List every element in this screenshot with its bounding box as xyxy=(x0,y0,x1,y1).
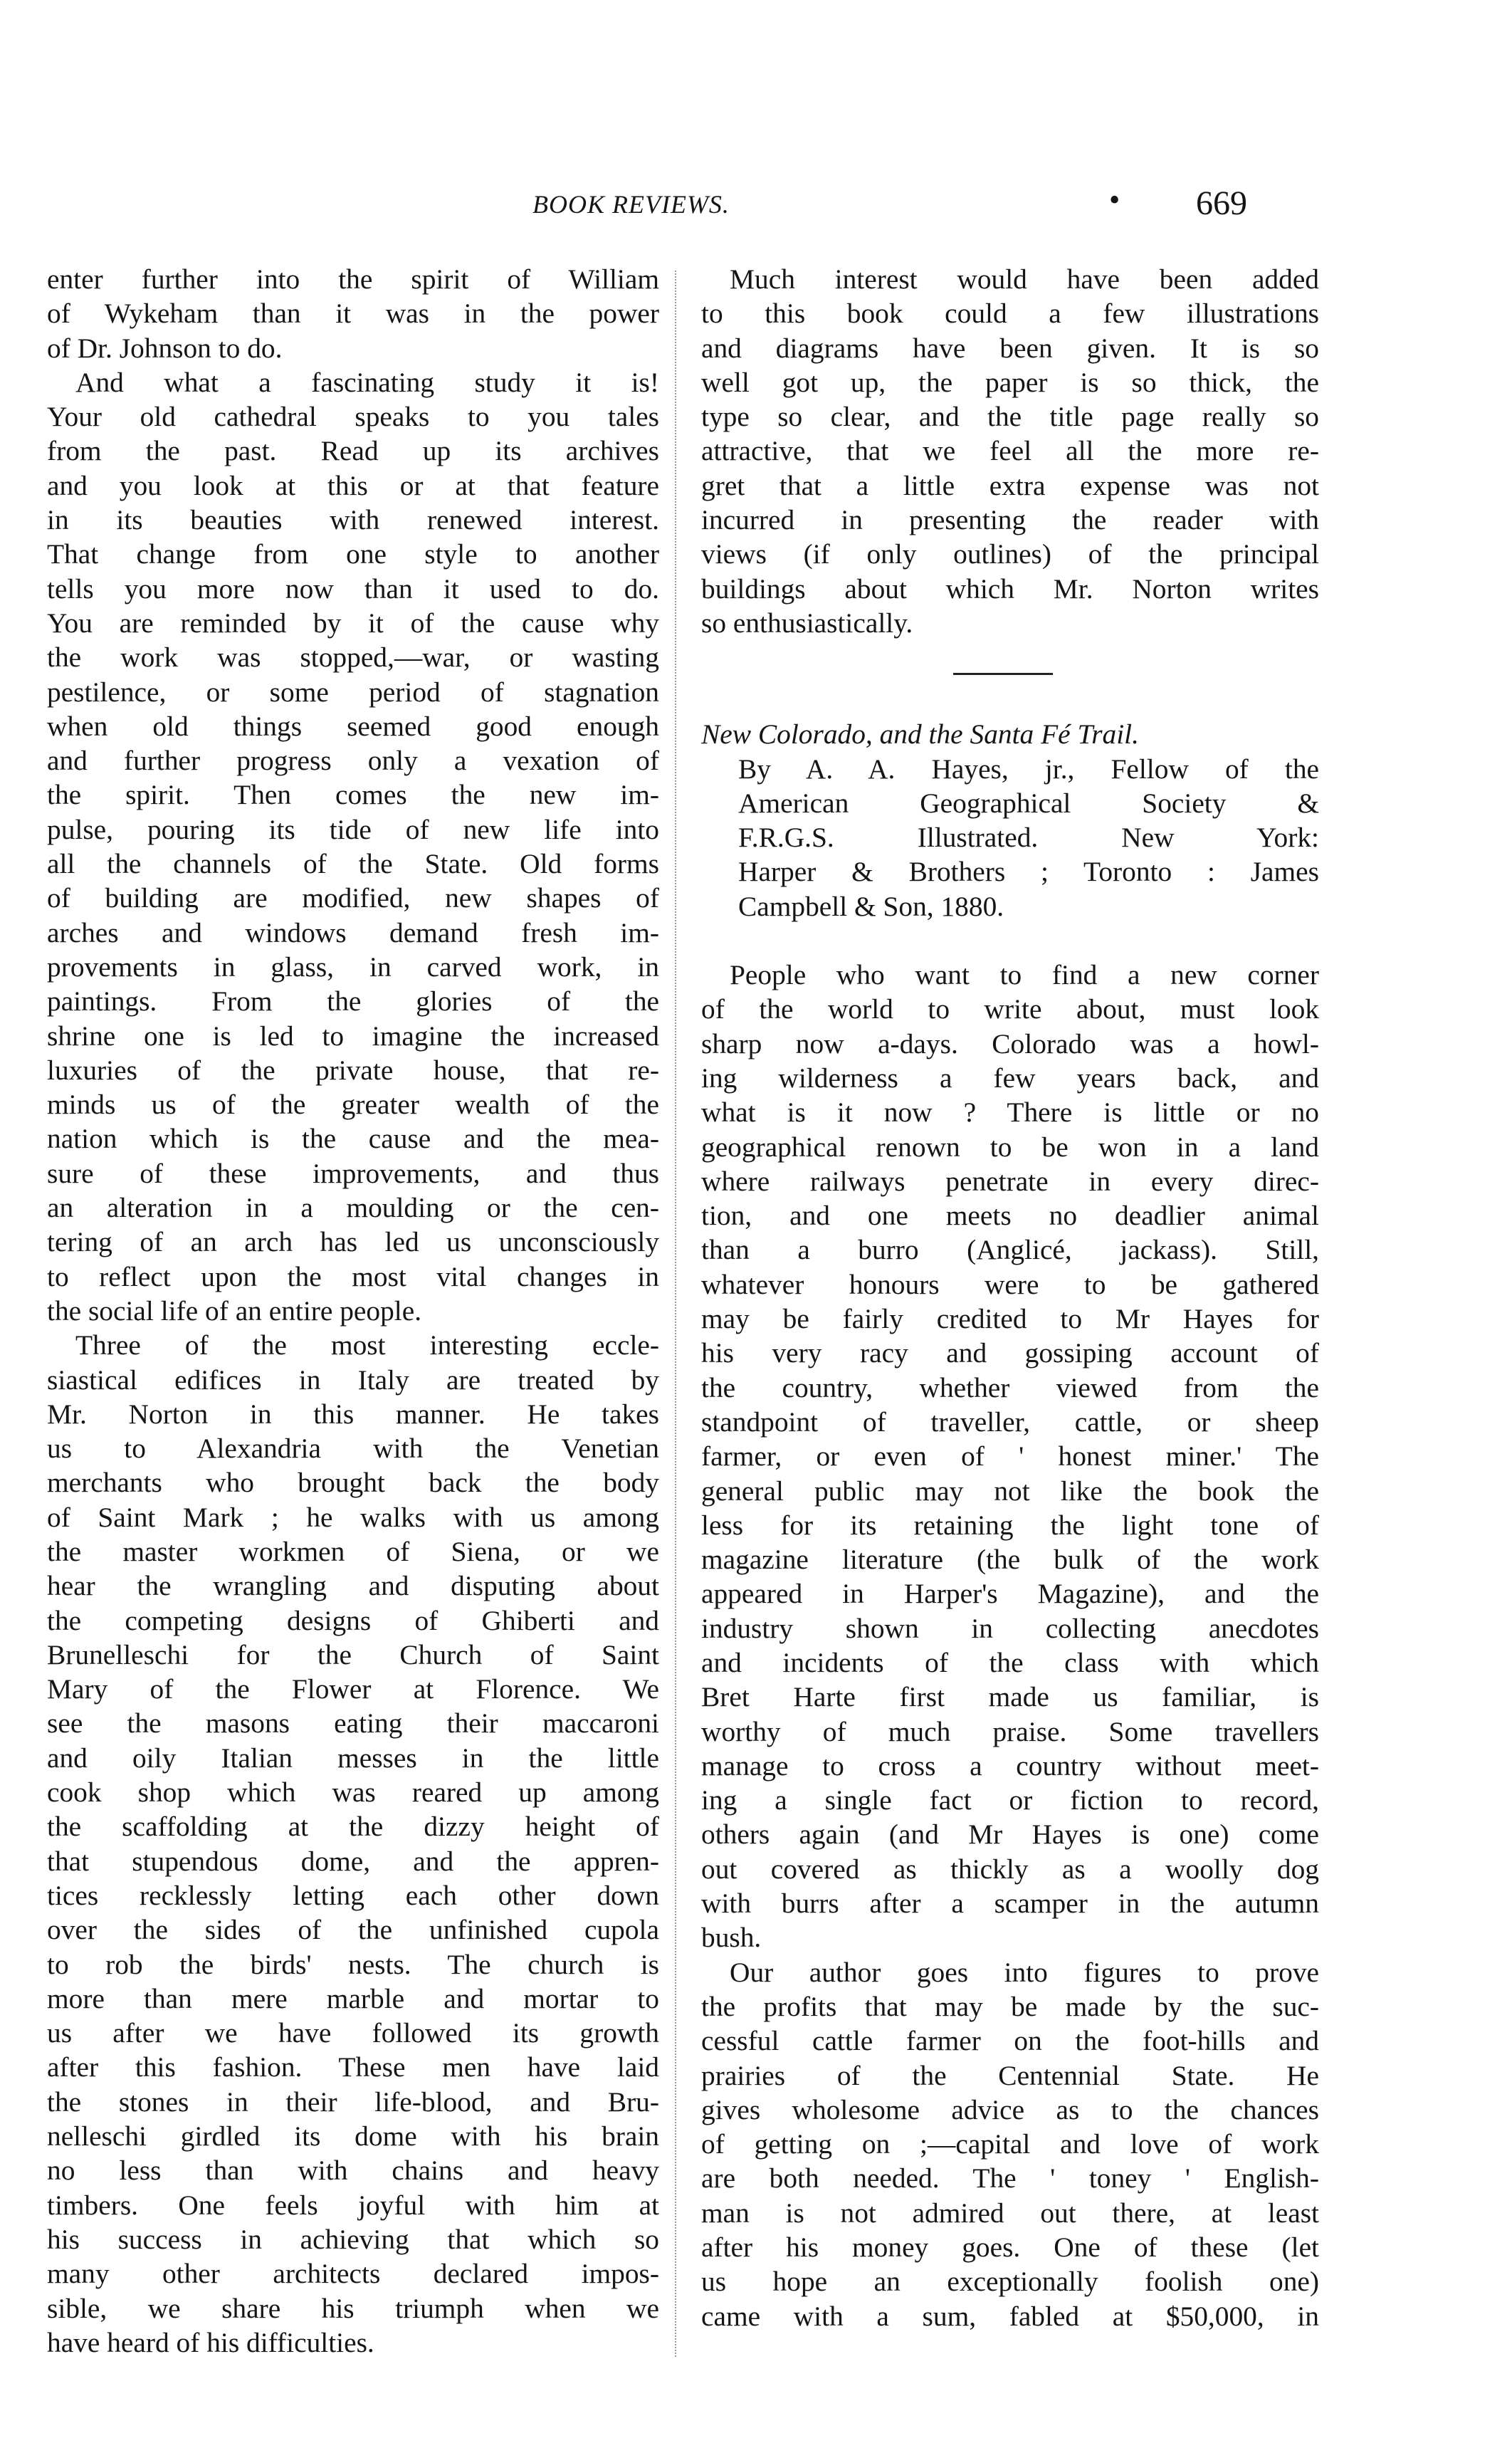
text-line: of getting on ;—capital and love of work xyxy=(701,2128,1319,2160)
text-line: no less than with chains and heavy xyxy=(47,2155,659,2187)
text-line: farmer, or even of ' honest miner.' The xyxy=(701,1440,1319,1472)
text-line: minds us of the greater wealth of the xyxy=(47,1089,659,1121)
text-line: out covered as thickly as a woolly dog xyxy=(701,1853,1319,1885)
text-line: the scaffolding at the dizzy height of xyxy=(47,1811,659,1843)
text-line: to reflect upon the most vital changes in xyxy=(47,1260,659,1292)
text-line: us hope an exceptionally foolish one) xyxy=(701,2266,1319,2298)
text-line: us to Alexandria with the Venetian xyxy=(47,1433,659,1465)
text-line: the competing designs of Ghiberti and xyxy=(47,1604,659,1636)
page-number: 669 xyxy=(1196,184,1247,222)
text-line: tells you more now than it used to do. xyxy=(47,572,659,605)
text-line: the profits that may be made by the suc- xyxy=(701,1990,1319,2022)
text-line: an alteration in a moulding or the cen- xyxy=(47,1192,659,1224)
text-line: the spirit. Then comes the new im- xyxy=(47,779,659,811)
book-heading-line: American Geographical Society & xyxy=(738,787,1319,819)
text-line: siastical edifices in Italy are treated by xyxy=(47,1364,659,1396)
text-line: pestilence, or some period of stagnation xyxy=(47,676,659,708)
text-line: provements in glass, in carved work, in xyxy=(47,951,659,983)
text-line: shrine one is led to imagine the increased xyxy=(47,1020,659,1052)
text-line: after his money goes. One of these (let xyxy=(701,2232,1319,2264)
right-column xyxy=(701,262,1319,2333)
text-line: Bret Harte first made us familiar, is xyxy=(701,1681,1319,1713)
text-line: incurred in presenting the reader with xyxy=(701,504,1319,536)
text-line: of the world to write about, must look xyxy=(701,993,1319,1025)
text-line: appeared in Harper's Magazine), and the xyxy=(701,1578,1319,1610)
text-line: tering of an arch has led us unconsciously xyxy=(47,1226,659,1258)
text-line: Mary of the Flower at Florence. We xyxy=(47,1673,659,1705)
text-line: well got up, the paper is so thick, the xyxy=(701,366,1319,398)
text-line: are both needed. The ' toney ' English- xyxy=(701,2162,1319,2194)
text-line: nation which is the cause and the mea- xyxy=(47,1123,659,1155)
text-line: from the past. Read up its archives xyxy=(47,435,659,467)
text-line: of Dr. Johnson to do. xyxy=(47,332,283,364)
text-line: Our author goes into figures to prove xyxy=(730,1956,1319,1988)
book-heading-line: F.R.G.S. Illustrated. New York: xyxy=(738,822,1319,854)
text-line: and further progress only a vexation of xyxy=(47,745,659,777)
text-line: after this fashion. These men have laid xyxy=(47,2051,659,2083)
section-separator xyxy=(701,640,1319,708)
text-line: attractive, that we feel all the more re- xyxy=(701,435,1319,467)
text-line: the work was stopped,—war, or wasting xyxy=(47,642,659,674)
text-line: to this book could a few illustrations xyxy=(701,298,1319,330)
text-line: prairies of the Centennial State. He xyxy=(701,2059,1319,2091)
text-line: the stones in their life-blood, and Bru- xyxy=(47,2086,659,2118)
text-line: bush. xyxy=(701,1922,762,1954)
paragraph-colorado xyxy=(701,958,1319,1955)
text-line: of building are modified, new shapes of xyxy=(47,882,659,914)
text-line: tion, and one meets no deadlier animal xyxy=(701,1200,1319,1232)
text-line: magazine literature (the bulk of the work xyxy=(701,1544,1319,1576)
text-line: of Saint Mark ; he walks with us among xyxy=(47,1501,659,1533)
text-line: standpoint of traveller, cattle, or sheep xyxy=(701,1406,1319,1438)
text-line: worthy of much praise. Some travellers xyxy=(701,1715,1319,1747)
text-line: ing a single fact or fiction to record, xyxy=(701,1784,1319,1816)
text-line: may be fairly credited to Mr Hayes for xyxy=(701,1303,1319,1335)
text-line: merchants who brought back the body xyxy=(47,1467,659,1499)
text-line: came with a sum, fabled at $50,000, in xyxy=(701,2300,1319,2332)
text-line: cessful cattle farmer on the foot-hills and xyxy=(701,2025,1319,2057)
text-line: the master workmen of Siena, or we xyxy=(47,1535,659,1567)
text-line: general public may not like the book the xyxy=(701,1475,1319,1507)
text-line: the social life of an entire people. xyxy=(47,1294,422,1327)
text-line: buildings about which Mr. Norton writes xyxy=(701,572,1319,605)
text-line: more than mere marble and mortar to xyxy=(47,1982,659,2014)
text-line: to rob the birds' nests. The church is xyxy=(47,1948,659,1980)
text-line: and diagrams have been given. It is so xyxy=(701,332,1319,364)
text-line: of Wykeham than it was in the power xyxy=(47,298,659,330)
text-line: You are reminded by it of the cause why xyxy=(47,607,659,639)
book-heading-line: Harper & Brothers ; Toronto : James xyxy=(738,856,1319,888)
text-line: the country, whether viewed from the xyxy=(701,1371,1319,1403)
text-line: geographical renown to be won in a land xyxy=(701,1131,1319,1163)
text-line: and you look at this or at that feature xyxy=(47,469,659,501)
book-heading-line: Campbell & Son, 1880. xyxy=(738,890,1004,922)
text-line: whatever honours were to be gathered xyxy=(701,1268,1319,1300)
text-line: sharp now a-days. Colorado was a howl- xyxy=(701,1027,1319,1060)
text-line: ing wilderness a few years back, and xyxy=(701,1062,1319,1094)
text-line: People who want to find a new corner xyxy=(730,959,1319,991)
running-head-dot: • xyxy=(1107,187,1123,216)
text-line: sible, we share his triumph when we xyxy=(47,2292,659,2324)
text-line: gives wholesome advice as to the chances xyxy=(701,2093,1319,2125)
text-line: have heard of his difficulties. xyxy=(47,2326,374,2358)
text-line: And what a fascinating study it is! xyxy=(75,366,659,398)
text-line: what is it now ? There is little or no xyxy=(701,1097,1319,1129)
text-line: Mr. Norton in this manner. He takes xyxy=(47,1398,659,1430)
text-line: that stupendous dome, and the appren- xyxy=(47,1845,659,1877)
text-line: than a burro (Anglicé, jackass). Still, xyxy=(701,1234,1319,1266)
text-line: enter further into the spirit of William xyxy=(47,263,659,295)
text-line: industry shown in collecting anecdotes xyxy=(701,1612,1319,1644)
book-heading-line: By A. A. Hayes, jr., Fellow of the xyxy=(738,753,1319,785)
text-line: arches and windows demand fresh im- xyxy=(47,916,659,948)
text-line: where railways penetrate in every direc- xyxy=(701,1165,1319,1197)
text-line: manage to cross a country without meet- xyxy=(701,1749,1319,1782)
column-divider xyxy=(675,271,676,2357)
text-line: many other architects declared impos- xyxy=(47,2258,659,2290)
text-line: cook shop which was reared up among xyxy=(47,1777,659,1809)
text-line: all the channels of the State. Old forms xyxy=(47,848,659,880)
text-line: luxuries of the private house, that re- xyxy=(47,1054,659,1086)
text-line: paintings. From the glories of the xyxy=(47,985,659,1017)
text-line: Brunelleschi for the Church of Saint xyxy=(47,1638,659,1670)
text-line: and incidents of the class with which xyxy=(701,1646,1319,1678)
text-line: type so clear, and the title page really so xyxy=(701,401,1319,433)
running-head xyxy=(0,184,1512,226)
running-head-title: BOOK REVIEWS. xyxy=(532,190,730,219)
paragraph-illustrations xyxy=(701,262,1319,640)
paragraph-figures xyxy=(701,1955,1319,2333)
text-line: pulse, pouring its tide of new life into xyxy=(47,813,659,845)
text-line: Your old cathedral speaks to you tales xyxy=(47,401,659,433)
text-line: tices recklessly letting each other down xyxy=(47,1879,659,1911)
text-line: over the sides of the unfinished cupola xyxy=(47,1914,659,1946)
text-line: so enthusiastically. xyxy=(701,607,913,639)
text-line: gret that a little extra expense was not xyxy=(701,469,1319,501)
text-line: That change from one style to another xyxy=(47,538,659,570)
text-line: timbers. One feels joyful with him at xyxy=(47,2189,659,2221)
text-line: his very racy and gossiping account of xyxy=(701,1337,1319,1369)
left-column xyxy=(47,262,659,2360)
text-line: see the masons eating their maccaroni xyxy=(47,1707,659,1739)
text-line: his success in achieving that which so xyxy=(47,2223,659,2255)
book-title: New Colorado, and the Santa Fé Trail. xyxy=(701,718,1139,750)
text-line: less for its retaining the light tone of xyxy=(701,1509,1319,1541)
text-line: us after we have followed its growth xyxy=(47,2017,659,2049)
text-line: Much interest would have been added xyxy=(730,263,1319,295)
text-line: in its beauties with renewed interest. xyxy=(47,504,659,536)
text-line: others again (and Mr Hayes is one) come xyxy=(701,1819,1319,1851)
text-line: with burrs after a scamper in the autumn xyxy=(701,1888,1319,1920)
text-line: sure of these improvements, and thus xyxy=(47,1157,659,1189)
text-line: and oily Italian messes in the little xyxy=(47,1742,659,1774)
text-line: when old things seemed good enough xyxy=(47,710,659,742)
text-line: man is not admired out there, at least xyxy=(701,2197,1319,2229)
separator-rule xyxy=(953,673,1053,675)
text-line: hear the wrangling and disputing about xyxy=(47,1570,659,1602)
book-heading xyxy=(701,717,1319,924)
text-line: views (if only outlines) of the principal xyxy=(701,538,1319,570)
spacer xyxy=(701,924,1319,958)
text-line: Three of the most interesting eccle- xyxy=(75,1329,659,1361)
text-line: nelleschi girdled its dome with his brain xyxy=(47,2120,659,2152)
